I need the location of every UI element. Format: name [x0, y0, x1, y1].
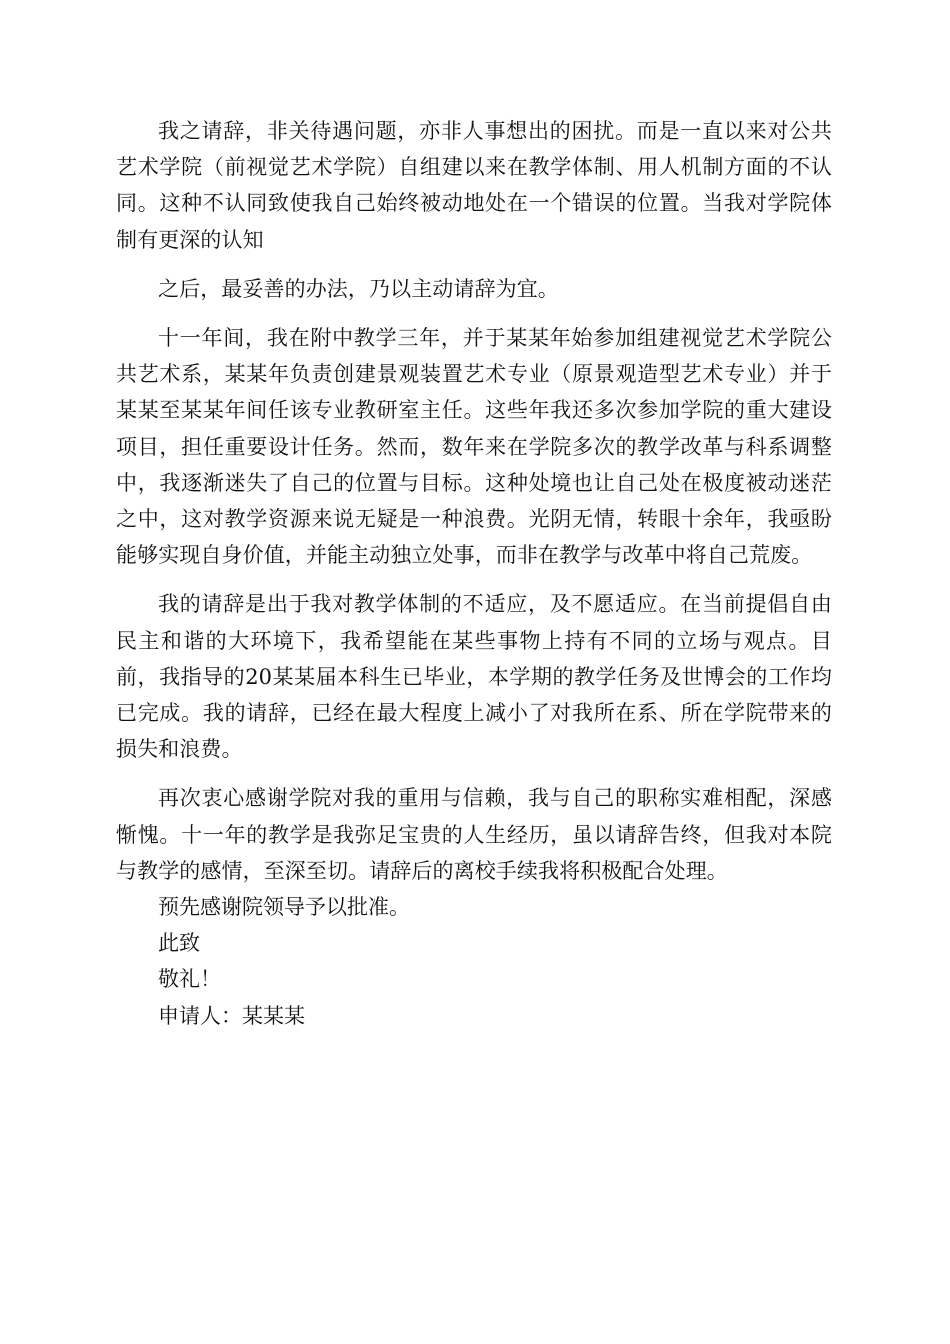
paragraph-3: 十一年间，我在附中教学三年，并于某某年始参加组建视觉艺术学院公共艺术系，某某年负责创建景观装置艺术专业（原景观造型艺术专业）并于某某至某某年间任该专业教研室主任。这些年我还多次参加学院的重大建设项目，担任重要设计任务。然而，数年来在学院多次的教学改革与科系调整中，我逐渐迷失了自己的位置与目标。这种处境也让自己处在极度被动迷茫之中，这对教学资源来说无疑是一种浪费。光阴无情，转眼十余年，我亟盼能够实现自身价值，并能主动独立处事，而非在教学与改革中将自己荒废。: [116, 326, 832, 568]
paragraph-1: 我之请辞，非关待遇问题，亦非人事想出的困扰。而是一直以来对公共艺术学院（前视觉艺术学院）自组建以来在教学体制、用人机制方面的不认同。这种不认同致使我自己始终被动地处在一个错误的位置。当我对学院体制有更深的认知: [116, 119, 832, 252]
closing-thanks: 预先感谢院领导予以批准。: [158, 895, 410, 920]
paragraph-5: 再次衷心感谢学院对我的重用与信赖，我与自己的职称实难相配，深感惭愧。十一年的教学是我弥足宝贵的人生经历，虽以请辞告终，但我对本院与教学的感情，至深至切。请辞后的离校手续我将积极配合处理。: [116, 786, 832, 883]
resignation-letter-body: [116, 113, 832, 1034]
salutation-line-1: 此致: [158, 931, 200, 956]
paragraph-4: 我的请辞是出于我对教学体制的不适应，及不愿适应。在当前提倡自由民主和谐的大环境下，我希望能在某些事物上持有不同的立场与观点。目前，我指导的20某某届本科生已毕业，本学期的教学任务及世博会的工作均已完成。我的请辞，已经在最大程度上减小了对我所在系、所在学院带来的损失和浪费。: [116, 592, 832, 762]
salutation-line-2: 敬礼！: [158, 967, 221, 992]
applicant-signature: 申请人：某某某: [158, 1003, 305, 1028]
paragraph-2: 之后，最妥善的办法，乃以主动请辞为宜。: [158, 276, 559, 301]
